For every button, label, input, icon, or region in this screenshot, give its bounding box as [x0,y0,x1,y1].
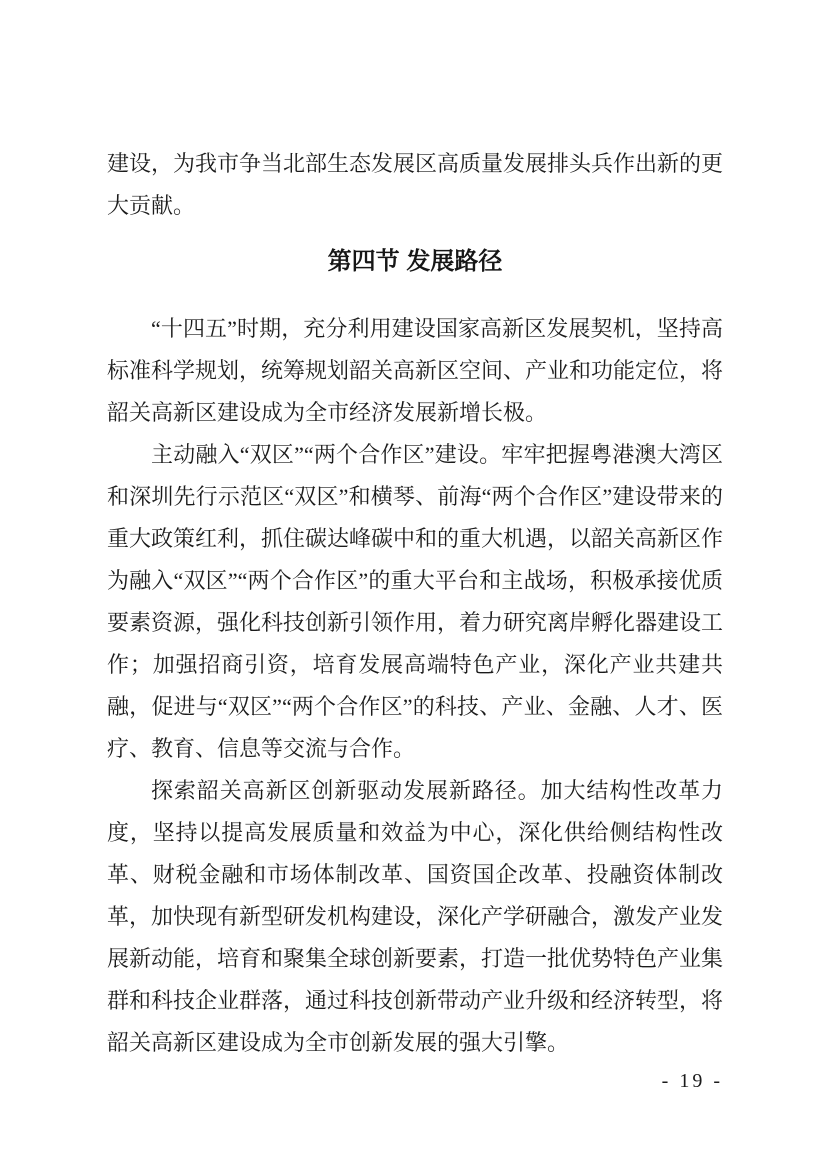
page-content [107,143,723,1064]
body-paragraph-1: “十四五”时期，充分利用建设国家高新区发展契机，坚持高标准科学规划，统筹规划韶关高新区空间、产业和功能定位，将韶关高新区建设成为全市经济发展新增长极。 [107,316,724,425]
body-paragraph-3: 探索韶关高新区创新驱动发展新路径。加大结构性改革力度，坚持以提高发展质量和效益为中心，深化供给侧结构性改革、财税金融和市场体制改革、国资国企改革、投融资体制改革，加快现有新型研发机构建设，深化产学研融合，激发产业发展新动能，培育和聚集全球创新要素，打造一批优势特色产业集群和科技企业群落，通过科技创新带动产业升级和经济转型，将韶关高新区建设成为全市创新发展的强大引擎。 [107,778,724,1055]
page-number: - 19 - [661,1070,723,1092]
body-paragraph-2: 主动融入“双区”“两个合作区”建设。牢牢把握粤港澳大湾区和深圳先行示范区“双区”和横琴、前海“两个合作区”建设带来的重大政策红利，抓住碳达峰碳中和的重大机遇，以韶关高新区作为融入“双区”“两个合作区”的重大平台和主战场，积极承接优质要素资源，强化科技创新引领作用，着力研究离岸孵化器建设工作；加强招商引资，培育发展高端特色产业，深化产业共建共融，促进与“双区”“两个合作区”的科技、产业、金融、人才、医疗、教育、信息等交流与合作。 [107,442,724,761]
continuation-paragraph: 建设，为我市争当北部生态发展区高质量发展排头兵作出新的更大贡献。 [107,151,724,218]
section-heading: 第四节 发展路径 [327,248,503,275]
